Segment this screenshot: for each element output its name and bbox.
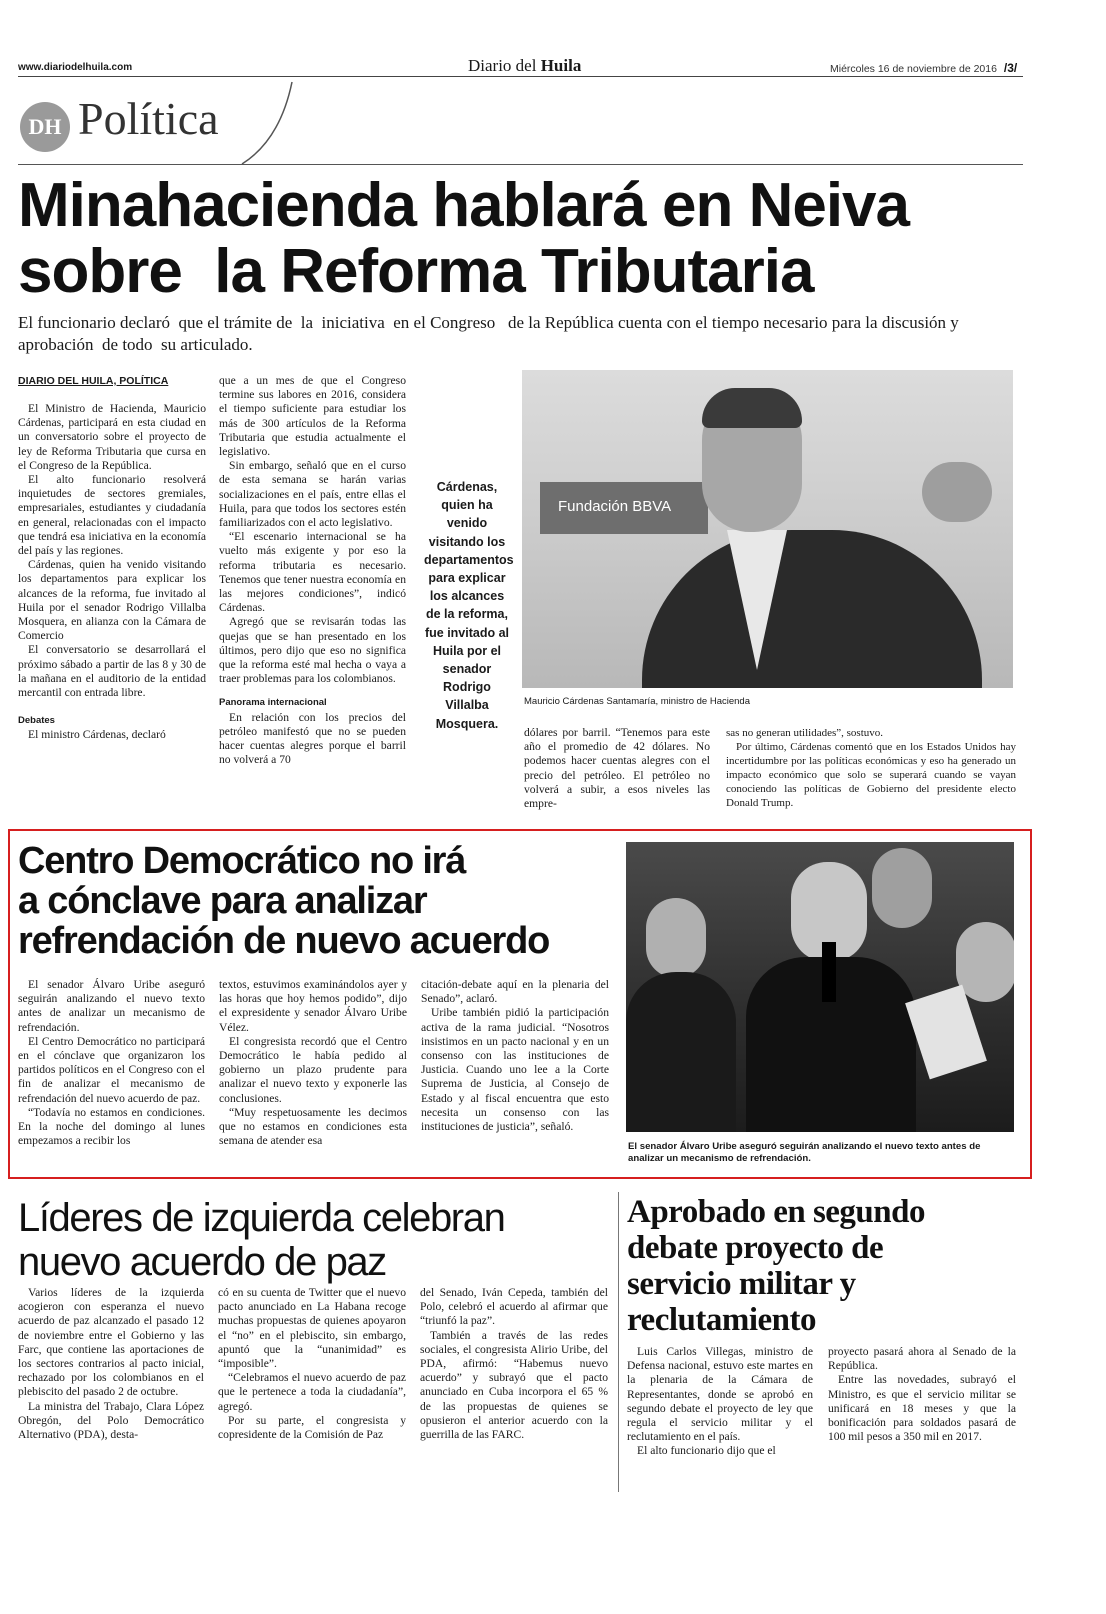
paragraph: El Ministro de Hacienda, Mauricio Cárdenas, participará en esta ciudad en un conversatorio sobre el proyecto de ley de Reforma Tributaria que cursa en el Congreso de la República. <box>18 402 206 472</box>
paragraph: que a un mes de que el Congreso termine sus labores en 2016, considera el tiempo suficiente para estudiar los más de 300 artículos de la Reforma Tributaria que estudia actualmente el legislativo. <box>219 374 406 459</box>
story2-headline-line3: refrendación de nuevo acuerdo <box>18 920 550 962</box>
paragraph: El alto funcionario resolverá inquietudes de sectores gremiales, empresariales, estudiantes y ciudadanía en general, relacionadas con el impacto que tendrá esa iniciativa en la economía del país y las regiones. <box>18 473 206 558</box>
section-swoosh <box>240 80 300 170</box>
paragraph: Por último, Cárdenas comentó que en los Estados Unidos hay incertidumbre por las políticas económicas y eso ha generado un impacto económico que solo se superará cuando se vayan conociendo las políticas de Gobierno del presidente electo Donald Trump. <box>726 741 1016 809</box>
date-text: Miércoles 16 de noviembre de 2016 <box>830 63 997 75</box>
logo-text: DH <box>28 114 62 139</box>
issue-date <box>830 61 1017 75</box>
page-number: /3/ <box>1003 61 1018 75</box>
paragraph: có en su cuenta de Twitter que el nuevo pacto anunciado en La Habana recoge muchas propuestas de quienes apoyaron el “no” en el plebiscito, sin embargo, apuntó que la “unanimidad” es “imposible”. <box>218 1286 406 1371</box>
paragraph: El senador Álvaro Uribe aseguró seguirán analizando el nuevo texto antes de analizar un mecanismo de refrendación. <box>18 978 205 1034</box>
story3-col2 <box>218 1286 406 1496</box>
story2-photo <box>626 842 1014 1132</box>
story2-headline-line2: a cónclave para analizar <box>18 880 427 922</box>
paragraph: Luis Carlos Villegas, ministro de Defensa nacional, estuvo este martes en la plenaria de la Cámara de Representantes, donde se aprobó en segundo debate el proyecto de ley que regula el servicio militar y el reclutamiento en el país. <box>627 1345 813 1444</box>
paragraph: Uribe también pidió la participación activa de la rama judicial. “Nosotros insistimos en un pacto nacional y en un consenso con las instituciones de Justicia. Cuando uno lee a la Corte Suprema de Justicia, al Consejo de Estado y al fiscal encuentra que esto necesita un consenso con las instituciones de justicia”, señaló. <box>421 1006 609 1134</box>
section-title: Política <box>78 93 219 144</box>
subhead-panorama: Panorama internacional <box>219 697 327 709</box>
story1-headline-line2: sobre la Reforma Tributaria <box>18 237 814 306</box>
story2-col3 <box>421 978 609 1174</box>
paragraph: Entre las novedades, subrayó el Ministro, es que el servicio militar se unificará en 18 meses y que la bonificación para soldados pasará de 100 mil pesos a 350 mil en 2017. <box>828 1373 1016 1444</box>
paragraph: dólares por barril. “Tenemos para este año el promedio de 42 dólares. No podemos hacer cuentas alegres con el precio del petróleo. El petróleo no volverá a subir, a esos niveles las empre- <box>524 726 710 811</box>
section-logo <box>20 102 70 152</box>
story4-headline-line4: reclutamiento <box>627 1302 817 1338</box>
photo-person-left <box>646 898 706 978</box>
story3-col1 <box>18 1286 204 1496</box>
story4-headline-line3: servicio militar y <box>627 1266 856 1302</box>
story2-caption: El senador Álvaro Uribe aseguró seguirán analizando el nuevo texto antes de analizar un mecanismo de refrendación. <box>628 1141 981 1164</box>
pullquote: Cárdenas, quien ha venido visitando los departamentos para explicar los alcances de la reforma, fue invitado al Huila por el senador Rodrigo Villalba Mosquera. <box>424 480 514 731</box>
paragraph: sas no generan utilidades”, sostuvo. <box>726 727 884 739</box>
paragraph: del Senado, Iván Cepeda, también del Polo, celebró el acuerdo al afirmar que “triunfó la paz”. <box>420 1286 608 1328</box>
paragraph: Agregó que se revisarán todas las quejas que se han presentado en los últimos, pero dijo que eso no significa que la reforma esté mal hecha o vaya a traer problemas para los colombianos. <box>219 615 406 686</box>
paragraph: El alto funcionario dijo que el <box>637 1444 776 1458</box>
photo-person-left-body <box>626 972 736 1132</box>
story1-deck: El funcionario declaró que el trámite de la iniciativa en el Congreso de la República cuenta con el tiempo necesario para la discusión y aprobación de todo su articulado. <box>18 313 964 354</box>
story3-headline-line2: nuevo acuerdo de paz <box>18 1240 386 1284</box>
photo-sign-text: Fundación BBVA <box>558 498 672 515</box>
story1-col1 <box>18 402 206 824</box>
masthead-bold: Huila <box>540 56 582 75</box>
photo-person-hair <box>702 388 802 428</box>
section-rule <box>18 164 1023 165</box>
story1-caption: Mauricio Cárdenas Santamaría, ministro de Hacienda <box>524 696 750 707</box>
story4-headline-line1: Aprobado en segundo <box>627 1194 925 1230</box>
paragraph: “Celebramos el nuevo acuerdo de paz que le pertenece a toda la ciudadanía”, agregó. <box>218 1371 406 1413</box>
paragraph: “El escenario internacional se ha vuelto más exigente y por eso la reforma tributaria es necesario. Tenemos que tener nuestra economía en las mejores condiciones”, indicó Cárdenas. <box>219 530 406 615</box>
story1-byline: DIARIO DEL HUILA, POLÍTICA <box>18 375 169 387</box>
story1-col3 <box>524 726 710 824</box>
paragraph: En relación con los precios del petróleo manifestó que no se pueden hacer cuentas alegres porque el barril no volverá a 70 <box>219 710 406 767</box>
story4-rule <box>618 1192 619 1492</box>
paragraph: “Todavía no estamos en condiciones. En la noche del domingo al lunes empezamos a recibir los <box>18 1105 205 1148</box>
story1-headline-line1: Minahacienda hablará en Neiva <box>18 171 910 240</box>
story2-headline-line1: Centro Democrático no irá <box>18 840 466 882</box>
site-url[interactable]: www.diariodelhuila.com <box>18 62 133 73</box>
story1-col2 <box>219 374 406 824</box>
story4-headline <box>627 1194 1027 1338</box>
story3-col3 <box>420 1286 608 1496</box>
story4-col1 <box>627 1345 813 1495</box>
photo-person-right <box>872 848 932 928</box>
story2-col2 <box>219 978 407 1174</box>
paragraph: El congresista recordó que el Centro Democrático le había pedido al gobierno un plazo prudente para analizar el nuevo texto y exponerle las conclusiones. <box>219 1034 407 1105</box>
paragraph: La ministra del Trabajo, Clara López Obregón, del Polo Democrático Alternativo (PDA), desta- <box>18 1399 204 1442</box>
story3-headline <box>18 1196 618 1284</box>
paragraph: Cárdenas, quien ha venido visitando los departamentos para explicar los alcances de la reforma, fue invitado al Huila por el senador Rodrigo Villalba Mosquera, en alianza con la Cámara de Comercio <box>18 558 206 643</box>
photo-microphone <box>822 942 836 1002</box>
paragraph: Por su parte, el congresista y copresidente de la Comisión de Paz <box>218 1413 406 1442</box>
paragraph: Varios líderes de la izquierda acogieron con esperanza el nuevo acuerdo de paz alcanzado el pasado 12 de noviembre entre el Gobierno y las Farc, que contiene las aportaciones de los sectores contrarios al pacto inicial, rechazado por los colombianos en el plebiscito del pasado 2 de octubre. <box>18 1286 204 1399</box>
photo-person-hand <box>922 462 992 522</box>
story4-headline-line2: debate proyecto de <box>627 1230 884 1266</box>
paragraph: También a través de las redes sociales, el congresista Alirio Uribe, del PDA, afirmó: “Habemus nuevo acuerdo” y subrayó que el pacto anunciado en Cuba incorpora el 65 % de las propuestas de quienes se opusieron el anterior acuerdo con la guerrilla de las FARC. <box>420 1328 608 1442</box>
paragraph: “Muy respetuosamente les decimos que no estamos en condiciones esta semana de atender esa <box>219 1105 407 1148</box>
story2-col1 <box>18 978 205 1174</box>
paragraph: El Centro Democrático no participará en el cónclave que organizaron los partidos políticos en el Congreso con el fin de analizar el mecanismo de refrendación del nuevo acuerdo de paz. <box>18 1034 205 1105</box>
subhead-debates: Debates <box>18 715 55 727</box>
photo-person-body <box>642 530 982 688</box>
photo-person-woman <box>956 922 1014 1002</box>
story1-photo <box>522 370 1013 688</box>
paragraph: Sin embargo, señaló que en el curso de esta semana se harán varias socializaciones en el país, entre ellas el Huila, para que todos los sectores estén familiarizados con el acto legislativo. <box>219 459 406 530</box>
story4-col2 <box>828 1345 1016 1495</box>
paragraph: textos, estuvimos examinándolos ayer y las horas que hoy hemos podido”, dijo el expresidente y senador Álvaro Uribe Vélez. <box>219 978 407 1034</box>
masthead-prefix: Diario del <box>468 56 537 75</box>
paragraph: citación-debate aquí en la plenaria del Senado”, aclaró. <box>421 978 609 1006</box>
story1-col4 <box>726 726 1016 824</box>
story3-headline-line1: Líderes de izquierda celebran <box>18 1196 505 1240</box>
header-rule <box>18 76 1023 77</box>
paragraph: proyecto pasará ahora al Senado de la República. <box>828 1345 1016 1373</box>
masthead <box>468 56 581 76</box>
paragraph: El conversatorio se desarrollará el próximo sábado a partir de las 8 y 30 de la mañana en el auditorio de la entidad mercantil con entrada libre. <box>18 643 206 700</box>
paragraph: El ministro Cárdenas, declaró <box>28 728 166 742</box>
